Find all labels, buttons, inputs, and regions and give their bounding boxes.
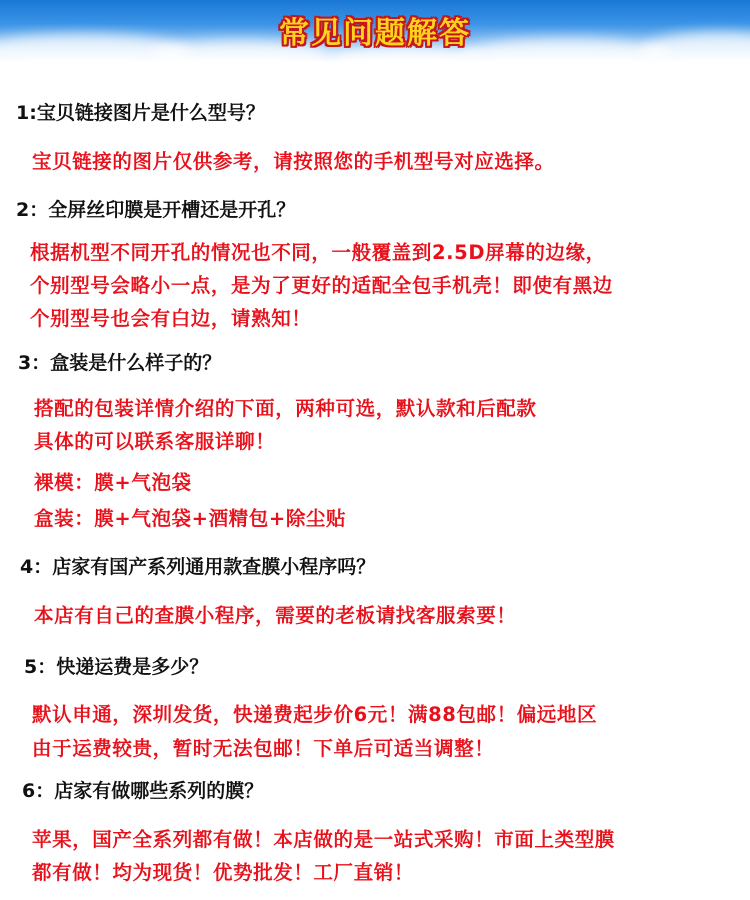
faq-answer-6-line-2: 都有做！均为现货！优势批发！工厂直销！ <box>32 861 414 884</box>
page-title: 常见问题解答 <box>279 16 471 51</box>
faq-answer-2-line-2: 个别型号会略小一点，是为了更好的适配全包手机壳！即使有黑边 <box>30 274 613 297</box>
faq-question-5: 5：快递运费是多少？ <box>24 656 209 678</box>
faq-question-4: 4：店家有国产系列通用款查膜小程序吗？ <box>20 556 376 578</box>
faq-answer-1-line-1: 宝贝链接的图片仅供参考，请按照您的手机型号对应选择。 <box>32 150 555 173</box>
header-banner <box>0 0 750 62</box>
faq-answer-3-line-2: 具体的可以联系客服详聊！ <box>34 430 276 453</box>
faq-answer-4-line-1: 本店有自己的查膜小程序，需要的老板请找客服索要！ <box>34 604 517 627</box>
faq-answer-2-line-1: 根据机型不同开孔的情况也不同，一般覆盖到2.5D屏幕的边缘， <box>30 241 606 264</box>
faq-answer-3-line-1: 搭配的包装详情介绍的下面，两种可选，默认款和后配款 <box>34 397 537 420</box>
faq-question-1: 1:宝贝链接图片是什么型号？ <box>16 102 265 124</box>
faq-answer-2-line-3: 个别型号也会有白边，请熟知！ <box>30 307 312 330</box>
faq-answer-5-line-2: 由于运费较贵，暂时无法包邮！下单后可适当调整！ <box>32 737 495 760</box>
faq-question-6: 6：店家有做哪些系列的膜？ <box>22 780 264 802</box>
faq-answer-5-line-1: 默认申通，深圳发货，快递费起步价6元！满88包邮！偏远地区 <box>32 703 598 726</box>
faq-answer-6-line-1: 苹果，国产全系列都有做！本店做的是一站式采购！市面上类型膜 <box>32 828 615 851</box>
faq-answer-3-line-4: 盒装：膜+气泡袋+酒精包+除尘贴 <box>34 507 347 530</box>
faq-answer-3-line-3: 裸模：膜+气泡袋 <box>34 471 192 494</box>
faq-question-2: 2：全屏丝印膜是开槽还是开孔？ <box>16 199 296 221</box>
faq-question-3: 3：盒装是什么样子的？ <box>18 352 222 374</box>
